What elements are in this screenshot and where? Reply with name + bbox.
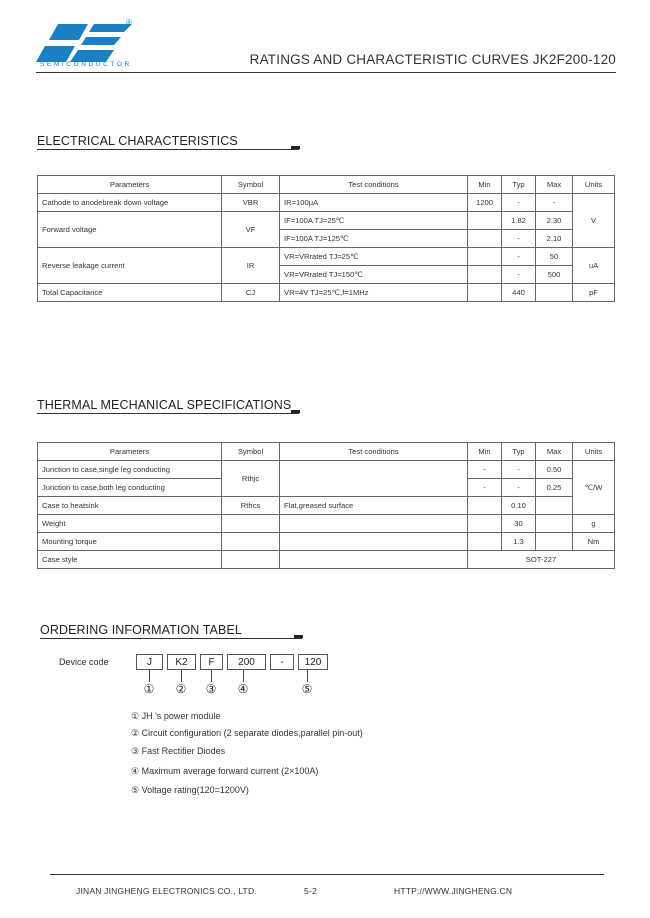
- min-cell: [468, 284, 502, 302]
- typ-cell: -: [502, 461, 536, 479]
- min-cell: 1200: [468, 194, 502, 212]
- condition-cell: [280, 461, 468, 497]
- condition-cell: IR=100μA: [280, 194, 468, 212]
- typ-cell: -: [502, 248, 536, 266]
- electrical-section-title: ELECTRICAL CHARACTERISTICS: [37, 134, 238, 148]
- header-max: Max: [536, 443, 573, 461]
- thermal-section-title: THERMAL MECHANICAL SPECIFICATIONS: [37, 398, 292, 412]
- condition-cell: Flat,greased surface: [280, 497, 468, 515]
- min-cell: [468, 230, 502, 248]
- code-marker-4: ④: [237, 682, 249, 696]
- table-header-row: [38, 176, 615, 194]
- header-parameters: Parameters: [38, 443, 222, 461]
- max-cell: [536, 284, 573, 302]
- table-row: [38, 212, 615, 230]
- typ-cell: 0.10: [502, 497, 536, 515]
- electrical-title-marker: [291, 146, 300, 149]
- code-part-type: F: [200, 654, 223, 670]
- footer-company: JINAN JINGHENG ELECTRONICS CO., LTD.: [76, 886, 257, 896]
- header-divider: [36, 72, 616, 73]
- legend-item: [131, 711, 220, 722]
- condition-cell: [280, 551, 468, 569]
- table-row: [38, 551, 615, 569]
- header-test-conditions: Test conditions: [280, 176, 468, 194]
- max-cell: [536, 515, 573, 533]
- legend-number: ⑤: [131, 785, 140, 795]
- min-cell: -: [468, 461, 502, 479]
- code-pointer-line: [243, 670, 244, 682]
- legend-text: Fast Rectifier Diodes: [141, 746, 226, 756]
- table-row: [38, 194, 615, 212]
- legend-item: [131, 728, 363, 739]
- symbol-cell: [222, 551, 280, 569]
- code-pointer-line: [307, 670, 308, 682]
- header-units: Units: [573, 443, 615, 461]
- symbol-cell: IR: [222, 248, 280, 284]
- units-cell: ℃/W: [573, 461, 615, 515]
- table-row: [38, 533, 615, 551]
- typ-cell: 1.82: [502, 212, 536, 230]
- max-cell: 500: [536, 266, 573, 284]
- code-part-voltage: 120: [298, 654, 328, 670]
- param-cell: Mounting torque: [38, 533, 222, 551]
- logo-text: SEMICONDUCTOR: [40, 61, 132, 68]
- symbol-cell: VBR: [222, 194, 280, 212]
- legend-number: ④: [131, 766, 140, 776]
- table-row: [38, 248, 615, 266]
- header-symbol: Symbol: [222, 176, 280, 194]
- footer-divider: [50, 874, 604, 875]
- max-cell: -: [536, 194, 573, 212]
- units-cell: uA: [573, 248, 615, 284]
- symbol-cell: Rthcs: [222, 497, 280, 515]
- units-cell: Nm: [573, 533, 615, 551]
- header-typ: Typ: [502, 443, 536, 461]
- table-header-row: [38, 443, 615, 461]
- header-test-conditions: Test conditions: [280, 443, 468, 461]
- table-row: [38, 461, 615, 479]
- param-cell: Weight: [38, 515, 222, 533]
- units-cell: g: [573, 515, 615, 533]
- condition-cell: [280, 533, 468, 551]
- header-max: Max: [536, 176, 573, 194]
- max-cell: 2.30: [536, 212, 573, 230]
- legend-item: [131, 746, 225, 757]
- symbol-cell: Rthjc: [222, 461, 280, 497]
- symbol-cell: CJ: [222, 284, 280, 302]
- legend-number: ①: [131, 711, 140, 721]
- typ-cell: 30: [502, 515, 536, 533]
- case-style-value: SOT-227: [468, 551, 615, 569]
- param-cell: Junction to case,single leg conducting: [38, 461, 222, 479]
- legend-number: ②: [131, 728, 140, 738]
- param-cell: Case to heatsink: [38, 497, 222, 515]
- max-cell: 50: [536, 248, 573, 266]
- code-pointer-line: [149, 670, 150, 682]
- symbol-cell: VF: [222, 212, 280, 248]
- legend-item: [131, 785, 249, 796]
- min-cell: [468, 248, 502, 266]
- electrical-table: [37, 175, 615, 302]
- code-marker-1: ①: [143, 682, 155, 696]
- code-marker-2: ②: [175, 682, 187, 696]
- units-cell: V: [573, 194, 615, 248]
- ordering-section-title: ORDERING INFORMATION TABEL: [40, 623, 242, 637]
- header-min: Min: [468, 443, 502, 461]
- device-code-label: Device code: [59, 657, 109, 667]
- typ-cell: -: [502, 194, 536, 212]
- min-cell: [468, 212, 502, 230]
- typ-cell: -: [502, 479, 536, 497]
- ordering-title-rule: [40, 638, 302, 639]
- symbol-cell: [222, 515, 280, 533]
- max-cell: 2.10: [536, 230, 573, 248]
- max-cell: 0.50: [536, 461, 573, 479]
- legend-text: JH 's power module: [141, 711, 221, 721]
- header-units: Units: [573, 176, 615, 194]
- legend-number: ③: [131, 746, 140, 756]
- min-cell: -: [468, 479, 502, 497]
- max-cell: [536, 497, 573, 515]
- param-cell: Junction to case,both leg conducting: [38, 479, 222, 497]
- min-cell: [468, 515, 502, 533]
- max-cell: [536, 533, 573, 551]
- code-part-dash: -: [270, 654, 294, 670]
- param-cell: Reverse leakage current: [38, 248, 222, 284]
- code-part-current: 200: [227, 654, 266, 670]
- condition-cell: IF=100A TJ=125℃: [280, 230, 468, 248]
- electrical-title-rule: [37, 149, 299, 150]
- typ-cell: 440: [502, 284, 536, 302]
- header-parameters: Parameters: [38, 176, 222, 194]
- min-cell: [468, 497, 502, 515]
- param-cell: Total Capacitance: [38, 284, 222, 302]
- legend-text: Voltage rating(120=1200V): [141, 785, 249, 795]
- symbol-cell: [222, 533, 280, 551]
- thermal-title-marker: [291, 410, 300, 413]
- table-row: [38, 284, 615, 302]
- page-title: RATINGS AND CHARACTERISTIC CURVES JK2F200-120: [249, 52, 616, 67]
- table-row: [38, 515, 615, 533]
- thermal-title-rule: [37, 413, 299, 414]
- condition-cell: VR=4V TJ=25℃,f=1MHz: [280, 284, 468, 302]
- header-min: Min: [468, 176, 502, 194]
- units-cell: pF: [573, 284, 615, 302]
- condition-cell: VR=VRrated TJ=150℃: [280, 266, 468, 284]
- code-pointer-line: [181, 670, 182, 682]
- ordering-title-marker: [294, 635, 303, 638]
- header-symbol: Symbol: [222, 443, 280, 461]
- condition-cell: VR=VRrated TJ=25℃: [280, 248, 468, 266]
- footer-page-number: 5-2: [304, 886, 317, 896]
- param-cell: Case style: [38, 551, 222, 569]
- table-row: [38, 497, 615, 515]
- code-marker-3: ③: [205, 682, 217, 696]
- legend-text: Maximum average forward current (2×100A): [141, 766, 319, 776]
- typ-cell: -: [502, 266, 536, 284]
- legend-text: Circuit configuration (2 separate diodes,parallel pin-out): [141, 728, 363, 738]
- max-cell: 0.25: [536, 479, 573, 497]
- header-typ: Typ: [502, 176, 536, 194]
- condition-cell: [280, 515, 468, 533]
- code-part-series: J: [136, 654, 163, 670]
- condition-cell: IF=100A TJ=25℃: [280, 212, 468, 230]
- legend-item: [131, 766, 318, 777]
- footer-url: HTTP://WWW.JINGHENG.CN: [394, 886, 513, 896]
- min-cell: [468, 533, 502, 551]
- code-pointer-line: [211, 670, 212, 682]
- param-cell: Forward voltage: [38, 212, 222, 248]
- thermal-table: [37, 442, 615, 569]
- typ-cell: 1.3: [502, 533, 536, 551]
- code-part-config: K2: [167, 654, 196, 670]
- typ-cell: -: [502, 230, 536, 248]
- param-cell: Cathode to anodebreak down voltage: [38, 194, 222, 212]
- min-cell: [468, 266, 502, 284]
- code-marker-5: ⑤: [301, 682, 313, 696]
- registered-mark: ®: [126, 18, 132, 27]
